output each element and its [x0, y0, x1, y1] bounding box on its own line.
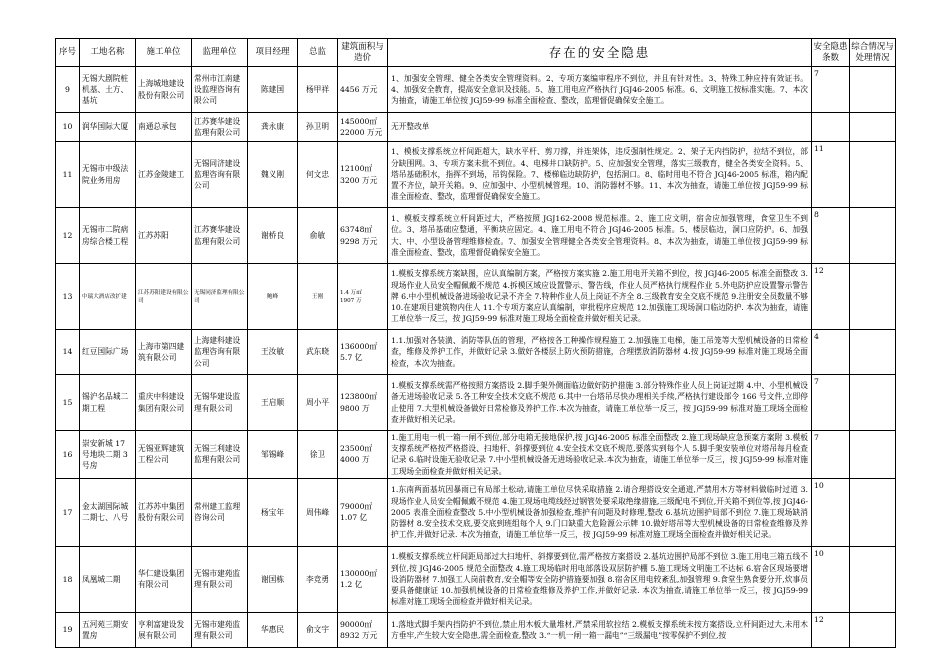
cell-project: 金太湖国际城二期七、八号	[80, 478, 136, 546]
cell-supervisor: 江苏赛华建设监理有限公司	[192, 208, 248, 264]
cell-project: 红豆国际广场	[80, 330, 136, 375]
cell-count	[812, 113, 850, 142]
cell-count: 12	[812, 264, 850, 330]
cell-manager: 谢国栋	[248, 546, 298, 612]
cell-seq: 11	[56, 142, 80, 208]
cell-seq: 17	[56, 478, 80, 546]
cell-supervisor: 无锡三利建设监理有限公司	[192, 431, 248, 479]
cell-contractor: 南通总承包	[136, 113, 192, 142]
cell-count: 10	[812, 478, 850, 546]
table-body	[56, 67, 896, 648]
header-summary: 综合情况与处理情况	[850, 39, 896, 67]
cost-value: 9298 万元	[340, 236, 378, 246]
cell-area-cost	[338, 431, 388, 479]
table-row	[56, 546, 896, 612]
table-row	[56, 113, 896, 142]
cell-count: 10	[812, 546, 850, 612]
cell-chief: 武东晓	[298, 330, 338, 375]
cell-issues: 1、加强安全管理、健全各类安全管理资料。2、专项方案编审程序不到位，并且有针对性。3、特殊工种应持有效证书。4、加强安全教育，提高安全意识及技能。5、施工用电应严格执行 JGJ46-2005 标准。6、文明施工按标准实施。7、本次为抽查，请施工单位按 JGJ59-99 标准全面检查、整改，监理督促确保安全施工。	[388, 67, 812, 113]
cell-summary	[850, 546, 896, 612]
cell-contractor: 江苏苏阳	[136, 208, 192, 264]
cell-count: 11	[812, 142, 850, 208]
cell-supervisor: 无锡市建苑监理有限公司	[192, 546, 248, 612]
cell-count: 12	[812, 612, 850, 647]
cell-issues: 1、模板支撑系统立杆间距过大，严格按照 JGJ162-2008 规范标准。2、施工应文明，宿舍应加强管理，食堂卫生不到位。3、塔吊基础应整通，平衡块应固定。4、施工用电不符合 JGJ46-2005 标准。5、楼层临边，洞口应防护。6、加强大、中、小型设备管理维修检查。7、加强安全管理健全各类安全管理资料。8、本次为抽查，请施工单位按 JGJ59-99 标准全面检查、整改，监理督促确保安全施工。	[388, 208, 812, 264]
cell-manager: 龚永康	[248, 113, 298, 142]
cell-summary	[850, 431, 896, 479]
cell-issues: 1.模板支撑系统需严格按照方案搭设 2.脚手架外侧面临边做好防护措施 3.部分特殊作业人员上岗证过期 4.中、小型机械设备无进场验收记录 5.各工种安全技术交底不规范 6.其中一台塔吊尽快办理相关手续,严格执行建设部令 166 号文件,立即停止使用 7.大型机械设备做好日常检修及养护工作.本次为抽查，请施工单位举一反三，按 JGJ59-99 标准对施工现场全面检查并做好相关记录。	[388, 375, 812, 431]
cell-chief: 王刚	[298, 264, 338, 330]
cell-manager: 王汝敏	[248, 330, 298, 375]
cell-seq: 15	[56, 375, 80, 431]
inspection-sheet	[55, 38, 896, 648]
cell-seq: 10	[56, 113, 80, 142]
area-value: 130000㎡	[340, 569, 378, 579]
cell-seq: 16	[56, 431, 80, 479]
header-issues: 存在的安全隐患	[388, 39, 812, 67]
cell-area-cost	[338, 612, 388, 647]
cell-supervisor: 上海建科建设监理咨询有限公司	[192, 330, 248, 375]
table-row	[56, 208, 896, 264]
area-value: 1.4 万㎡	[340, 289, 362, 296]
cell-area-cost	[338, 375, 388, 431]
cell-issues: 无开整改单	[388, 113, 812, 142]
cell-count: 7	[812, 375, 850, 431]
area-value: 123800㎡	[340, 392, 378, 402]
cell-project: 锡沪名品城二期工程	[80, 375, 136, 431]
cell-supervisor: 无锡华建设监理有限公司	[192, 375, 248, 431]
cell-contractor: 江苏苏阳建设有限公司	[136, 264, 192, 330]
table-row	[56, 478, 896, 546]
area-value: 4456 万元	[340, 84, 378, 94]
cell-seq: 19	[56, 612, 80, 647]
cell-chief: 俞文宇	[298, 612, 338, 647]
cell-summary	[850, 67, 896, 113]
cell-project: 无锡大剧院桩机基、土方、基坑	[80, 67, 136, 113]
cell-seq: 14	[56, 330, 80, 375]
cell-contractor: 亨利富建设发展有限公司	[136, 612, 192, 647]
cell-manager: 陈建国	[248, 67, 298, 113]
cell-project: 五河苑三期安置房	[80, 612, 136, 647]
area-value: 23500㎡	[340, 444, 373, 454]
cell-issues: 1.模板支撑系统方案缺图，应认真编制方案，严格按方案实施 2.施工用电开关箱不到位，按 JGJ46-2005 标准全面整改 3.现场作业人员安全帽佩戴不规范 4.拆模区域应设置警示、警告线，作业人员严格执行规程作业 5.外电防护应设置警示警告牌 6.中小型机械设备进场验收记录不齐全 7.特种作业人员上岗证不齐全 8.三级教育安全交底不规范 9.注册安全员数量不够 10.在建项目建筑物内住人 11.个专项方案应认真编制，审批程序应规范 12.加强施工现场洞口临边防护. 本次为抽查，请施工单位举一反三，按 JGJ59-99 标准对施工现场全面检查并做好相关记录。	[388, 264, 812, 330]
cell-area-cost	[338, 208, 388, 264]
cell-project: 凤凰城二期	[80, 546, 136, 612]
cell-supervisor: 常州市江南建设监理咨询有限公司	[192, 67, 248, 113]
cell-contractor: 江苏金陵建工	[136, 142, 192, 208]
cell-count: 4	[812, 330, 850, 375]
header-project: 工地名称	[80, 39, 136, 67]
cell-manager: 魏义刚	[248, 142, 298, 208]
cell-project: 无锡市中级法院业务用房	[80, 142, 136, 208]
table-row	[56, 330, 896, 375]
area-value: 90000㎡	[340, 619, 373, 629]
cell-seq: 9	[56, 67, 80, 113]
cell-manager: 谢桥良	[248, 208, 298, 264]
cell-manager: 华惠民	[248, 612, 298, 647]
area-value: 63748㎡	[340, 225, 373, 235]
cost-value: 8932 万元	[340, 630, 378, 640]
cell-seq: 18	[56, 546, 80, 612]
cost-value: 4000 万	[340, 455, 370, 465]
cell-chief: 周伟峰	[298, 478, 338, 546]
cell-area-cost	[338, 142, 388, 208]
cell-chief: 孙卫明	[298, 113, 338, 142]
area-value: 79000㎡	[340, 502, 373, 512]
cost-value: 5.7 亿	[340, 353, 363, 362]
cell-area-cost	[338, 330, 388, 375]
cell-count: 7	[812, 67, 850, 113]
table-row	[56, 264, 896, 330]
table-row	[56, 375, 896, 431]
cell-seq: 13	[56, 264, 80, 330]
cell-manager: 邹锡峰	[248, 431, 298, 479]
cell-area-cost	[338, 67, 388, 113]
cell-manager: 王启顺	[248, 375, 298, 431]
header-row	[56, 39, 896, 67]
area-value: 12100㎡	[340, 164, 373, 174]
header-count: 安全隐患条数	[812, 39, 850, 67]
cell-contractor: 华仁建设集团有限公司	[136, 546, 192, 612]
cell-summary	[850, 264, 896, 330]
cell-project: 中瑞大酒店改扩建	[80, 264, 136, 330]
table-row	[56, 431, 896, 479]
cell-contractor: 上海城地建设股份有限公司	[136, 67, 192, 113]
cell-project: 无锡市二院病房综合楼工程	[80, 208, 136, 264]
cell-issues: 1.模板支撑系统立杆间距局部过大扫地杆、斜撑要到位,需严格按方案搭设 2.基坑边围护局部不到位 3.施工用电三箱五线不到位,按 JGJ46-2005 规范全面整改 4.施工现场临时用电部落设双层防护棚 5.施工现场文明施工不达标 6.宿舍区现场要增设消防器材 7.加强工人岗前教育,安全帽等安全防护措施要加强 8.宿舍区用电较紊乱,加强管理 9.食堂生熟食要分开,炊事员要具备健康证 10.加强机械设备的日常检查维修及养护工作,并做好记录. 本次为抽查,请施工单位举一反三，按 JGJ59-99 标准对施工现场全面检查并做好相关记录。	[388, 546, 812, 612]
cost-value: 22000 万元	[340, 128, 383, 137]
cell-summary	[850, 208, 896, 264]
cell-summary	[850, 478, 896, 546]
cell-contractor: 重庆中科建设集团有限公司	[136, 375, 192, 431]
cell-issues: 1.东南两面基坑因暴雨已有局部土松动,请施工单位尽快采取措施 2.请合理搭设安全通道,严禁用木方等材料做临时过道 3. 现场作业人员安全帽佩戴不规范 4.施工现场电缆线经过钢管处要采取绝缘措施,三级配电不到位,开关箱不到位等,按 JGJ46-2005 表准全面检查整改 5.中小型机械设备加强检查,维护有问题及时修理,整改 6.基坑边围护局部不到位 7.施工现场缺消防器材 8.安全技术交底,要交底到班组每个人 9.门口缺重大危险源公示牌 10.做好塔吊等大型机械设备的日常检查维修及养护工作,并做好记录. 本次为抽查，请施工单位举一反三，按 JGJ59-99 标准对施工现场全面检查并做好相关记录。	[388, 478, 812, 546]
cell-area-cost	[338, 478, 388, 546]
header-seq: 序号	[56, 39, 80, 67]
cell-contractor: 上海市第四建筑有限公司	[136, 330, 192, 375]
header-contractor: 施工单位	[136, 39, 192, 67]
cell-area-cost	[338, 264, 388, 330]
cell-summary	[850, 375, 896, 431]
cell-contractor: 江苏苏中集团股份有限公司	[136, 478, 192, 546]
cell-summary	[850, 113, 896, 142]
cell-contractor: 无锡亚辉建筑工程公司	[136, 431, 192, 479]
cost-value: 9800 万	[340, 403, 370, 413]
cell-summary	[850, 612, 896, 647]
cost-value: 1907 万	[340, 297, 362, 304]
cell-chief: 何文忠	[298, 142, 338, 208]
cell-summary	[850, 330, 896, 375]
header-chief: 总监	[298, 39, 338, 67]
area-value: 145000㎡	[340, 116, 378, 126]
cell-supervisor: 无锡市建苑监理有限公司	[192, 612, 248, 647]
cell-chief: 周小平	[298, 375, 338, 431]
cell-area-cost	[338, 113, 388, 142]
cell-project: 崇安新城 17 号地块二期 3 号房	[80, 431, 136, 479]
cell-chief: 李竞勇	[298, 546, 338, 612]
cell-issues: 1.落地式脚手架内挡防护不到位,禁止用木板大量堆材,严禁采用软拉结 2.模板支撑系统未按方案搭设,立杆间距过大,未用木方垂牢,产生较大安全隐患,需全面检查,整改 3.“一机一闸一箱一漏电”“三级漏电”按零保护不到位,按	[388, 612, 812, 647]
header-area: 建筑面积与造价	[338, 39, 388, 67]
table-row	[56, 142, 896, 208]
cell-issues: 1.施工用电一机一箱一闸不到位,部分电箱无接地保护,按 JGJ46-2005 标准全面整改 2.施工现场缺应急预案方案附 3.模板支撑系统严格按严格搭设、扫地杆、斜撑要到位 4.安全技术交底不规范,要落实到每个人 5.脚手架安装单位对塔吊每月检查记录 6.临时设施无验收记录 7.中小型机械设备无进场验收记录.本次为抽查，请施工单位举一反三，按 JGJ59-99 标准对施工现场全面检查并做好相关记录。	[388, 431, 812, 479]
cell-chief: 杨甲祥	[298, 67, 338, 113]
cost-value: 1.2 亿	[340, 580, 363, 590]
cell-area-cost	[338, 546, 388, 612]
cell-supervisor: 无锡同济监理有限公司	[192, 264, 248, 330]
cell-project: 润华国际大厦	[80, 113, 136, 142]
cell-supervisor: 江苏赛华建设监理有限公司	[192, 113, 248, 142]
area-value: 136000㎡	[340, 341, 378, 351]
cell-summary	[850, 142, 896, 208]
cell-supervisor: 常州建工监理咨询公司	[192, 478, 248, 546]
cell-count: 7	[812, 431, 850, 479]
cell-chief: 俞敏	[298, 208, 338, 264]
cell-issues: 1.1.加强对各装潢、消防等队伍的管理，严格按各工种操作规程施工 2.加强施工电梯，施工吊笼等大型机械设备的日常检查，维修及养护工作，并做好记录 3.做好各楼层上防火预防措施，合理摆放消防器材 4.按 JGJ59-99 标准对施工现场全面检查，本次为抽查。	[388, 330, 812, 375]
header-supervisor: 监理单位	[192, 39, 248, 67]
cell-manager: 杨宝年	[248, 478, 298, 546]
cell-manager: 鲍峰	[248, 264, 298, 330]
table-row	[56, 612, 896, 647]
cell-chief: 徐卫	[298, 431, 338, 479]
cost-value: 1.07 亿	[340, 513, 368, 523]
header-manager: 项目经理	[248, 39, 298, 67]
cell-count: 8	[812, 208, 850, 264]
cell-seq: 12	[56, 208, 80, 264]
cost-value: 3200 万元	[340, 175, 378, 185]
cell-issues: 1、模板支撑系统立杆间距超大，缺水平杆、剪刀撑，并连架体，违反强制性规定。2、架子无内挡防护，拉结不到位，部分缺围网。3、专项方案未批不到位。4、电梯井口缺防护。5、应加强安全管理，落实三级教育，健全各类安全资料。5、塔吊基础积水，指挥不到场，吊钩保险。7、楼梯临边缺防护，包括洞口。8、临时用电不符合 JGJ46-2005 标准，箱内配置不齐位，缺开关箱。9、应加强中、小型机械管理。10、消防器材不够。11、本次为抽查，请施工单位按 JGJ59-99 标准全面检查、整改，监理督促确保安全施工。	[388, 142, 812, 208]
cell-supervisor: 无锡同济建设监理咨询有限公司	[192, 142, 248, 208]
safety-hazard-table	[55, 38, 896, 648]
table-row	[56, 67, 896, 113]
